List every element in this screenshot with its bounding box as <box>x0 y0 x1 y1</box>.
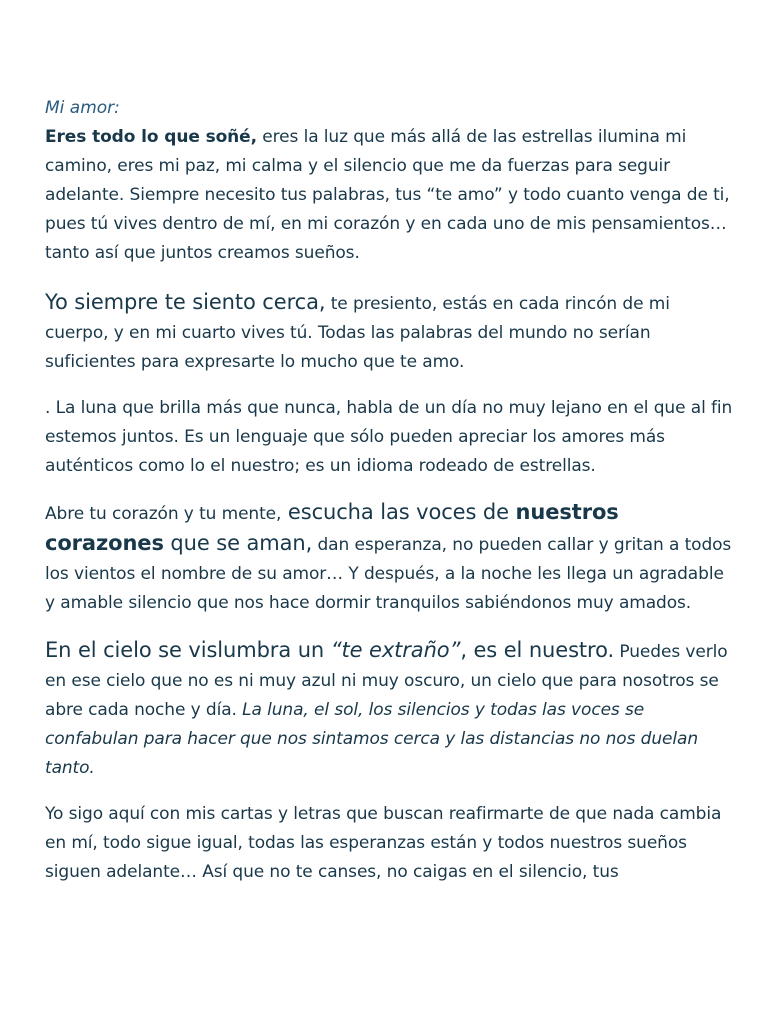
paragraph-6-text: Yo sigo aquí con mis cartas y letras que buscan reafirmarte de que nada cambia en mí, todo sigue igual, todas las esperanzas están y todos nuestros sueños siguen adelante… Así que no te canses, no caigas en el silencio, tus <box>45 804 722 882</box>
paragraph-1-lead: Eres todo lo que soñé, <box>45 127 257 147</box>
paragraph-1-text: eres la luz que más allá de las estrellas ilumina mi camino, eres mi paz, mi calma y el silencio que me da fuerzas para seguir adelante. Siempre necesito tus palabras, tus “te amo” y todo cuanto venga de ti, pues tú vives dentro de mí, en mi corazón y en cada uno de mis pensamientos… tanto así que juntos creamos sueños. <box>45 127 730 263</box>
paragraph-5-lead-2: , es el nuestro. <box>460 638 615 662</box>
paragraph-4-mid-2: que se aman, <box>163 531 313 555</box>
paragraph-4-mid: escucha las voces de <box>281 500 516 524</box>
paragraph-4-text: dan esperanza, no pueden callar y gritan a todos los vientos el nombre de su amor… Y después, a la noche les llega un agradable y amable silencio que nos hace dormir tranquilos sabiéndonos muy amados. <box>45 535 732 613</box>
paragraph-3-text: . La luna que brilla más que nunca, habla de un día no muy lejano en el que al fin estemos juntos. Es un lenguaje que sólo pueden apreciar los amores más auténticos como lo el nuestro; es un idioma rodeado de estrellas. <box>45 398 733 476</box>
paragraph-2-text: te presiento, estás en cada rincón de mi cuerpo, y en mi cuarto vives tú. Todas las palabras del mundo no serían suficientes para expresarte lo mucho que te amo. <box>45 294 670 372</box>
paragraph-2 <box>45 288 738 377</box>
paragraph-3 <box>45 394 738 481</box>
paragraph-1 <box>45 123 738 268</box>
paragraph-5-italic: La luna, el sol, los silencios y todas las voces se confabulan para hacer que nos sintamos cerca y las distancias no nos duelan tanto. <box>45 700 699 778</box>
paragraph-2-lead: Yo siempre te siento cerca, <box>45 290 326 314</box>
salutation: Mi amor: <box>45 98 120 118</box>
paragraph-5-text: Puedes verlo en ese cielo que no es ni muy azul ni muy oscuro, un cielo que para nosotros se abre cada noche y día. <box>45 642 728 720</box>
paragraph-6 <box>45 800 738 887</box>
paragraph-5 <box>45 636 738 783</box>
paragraph-5-lead: En el cielo se vislumbra un <box>45 638 331 662</box>
paragraph-4 <box>45 498 738 618</box>
paragraph-4-emphasis: nuestros corazones <box>45 500 619 555</box>
paragraph-4-intro: Abre tu corazón y tu mente, <box>45 504 282 524</box>
paragraph-5-quote: “te extraño” <box>330 638 461 662</box>
